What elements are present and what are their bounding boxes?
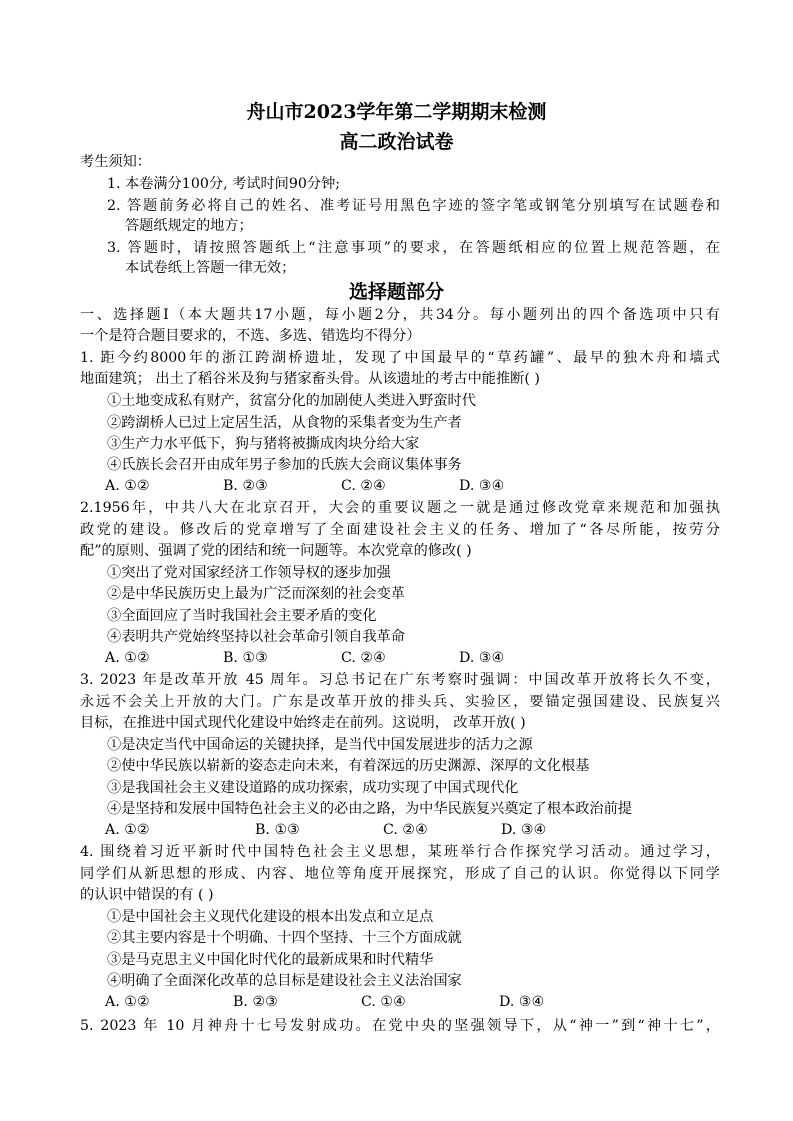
notice-item: 3. 答题时，请按照答题纸上“注意事项”的要求，在答题纸相应的位置上规范答题，在 [107, 240, 720, 256]
section-title: 选择题部分 [348, 281, 444, 303]
question-3-stem: 3. 2023 年是改革开放 45 周年。习总书记在广东考察时强调：中国改革开放将长久不变， [80, 672, 720, 688]
question-1-statement: ①土地变成私有财产，贫富分化的加剧使人类进入野蛮时代 [107, 393, 476, 409]
question-2-statement: ①突出了党对国家经济工作领导权的逐步加强 [107, 565, 391, 581]
option-a: A. ①② [105, 994, 150, 1010]
question-5-stem: 5. 2023 年 10 月神舟十七号发射成功。在党中央的坚强领导下，从“神一”到“神十七”， [80, 1018, 720, 1034]
exam-subtitle: 高二政治试卷 [339, 131, 454, 153]
question-4-statement: ②其主要内容是十个明确、十四个坚持、十三个方面成就 [107, 930, 462, 946]
question-2-options [105, 648, 745, 668]
option-a: A. ①② [105, 650, 150, 666]
option-b: B. ②③ [223, 478, 268, 494]
question-4-statement: ④明确了全面深化改革的总目标是建设社会主义法治国家 [107, 973, 462, 989]
option-d: D. ③④ [501, 822, 547, 838]
option-d: D. ③④ [459, 478, 505, 494]
option-d: D. ③④ [499, 994, 545, 1010]
question-4-stem: 同学们从新思想的形成、内容、地位等角度开展探究，形成了自己的认识。你觉得以下同学 [80, 866, 720, 882]
notice-item: 本试卷纸上答题一律无效； [125, 260, 296, 276]
question-3-statement: ④是坚持和发展中国特色社会主义的必由之路，为中华民族复兴奠定了根本政治前提 [107, 801, 632, 817]
notice-item: 1. 本卷满分100分, 考试时间90分钟; [107, 176, 341, 192]
question-1-statement: ③生产力水平低下，狗与猪将被撕成肉块分给大家 [107, 436, 420, 452]
section-intro: 一、选择题Ⅰ（本大题共17小题，每小题2分，共34分。每小题列出的四个备选项中只有 [80, 307, 720, 323]
option-c: C. ②④ [341, 478, 386, 494]
option-c: C. ①④ [361, 994, 406, 1010]
option-a: A. ①② [105, 478, 150, 494]
option-c: C. ②④ [383, 822, 428, 838]
question-2-stem: 2.1956年，中共八大在北京召开，大会的重要议题之一就是通过修改党章来规范和加强执 [80, 500, 720, 516]
notice-item: 答题纸规定的地方； [125, 218, 253, 234]
option-b: B. ①③ [255, 822, 300, 838]
question-2-statement: ④表明共产党始终坚持以社会革命引领自我革命 [107, 629, 405, 645]
question-1-options [105, 476, 745, 496]
question-1-stem: 1. 距今约8000年的浙江跨湖桥遗址，发现了中国最早的“草药罐”、最早的独木舟和墙式 [80, 350, 720, 366]
question-4-stem: 的认识中错误的有 ( ) [80, 887, 214, 903]
option-b: B. ②③ [233, 994, 278, 1010]
question-3-stem: 永远不会关上开放的大门。广东是改革开放的排头兵、实验区，要锚定强国建设、民族复兴 [80, 694, 720, 710]
question-3-statement: ③是我国社会主义建设道路的成功探索，成功实现了中国式现代化 [107, 780, 519, 796]
question-4-statement: ①是中国社会主义现代化建设的根本出发点和立足点 [107, 909, 434, 925]
question-4-options [105, 992, 745, 1012]
question-4-statement: ③是马克思主义中国化时代化的最新成果和时代精华 [107, 952, 434, 968]
section-intro: 一个是符合题目要求的，不选、多选、错选均不得分） [80, 328, 421, 344]
question-3-statement: ①是决定当代中国命运的关键抉择，是当代中国发展进步的活力之源 [107, 737, 533, 753]
exam-title: 舟山市2023学年第二学期期末检测 [246, 101, 547, 123]
question-4-stem: 4. 围绕着习近平新时代中国特色社会主义思想，某班举行合作探究学习活动。通过学习， [80, 844, 720, 860]
question-3-options [105, 820, 745, 840]
option-a: A. ①② [105, 822, 150, 838]
question-2-stem: 政党的建设。修改后的党章增写了全面建设社会主义的任务、增加了“各尽所能，按劳分 [80, 522, 720, 538]
question-2-statement: ③全面回应了当时我国社会主要矛盾的变化 [107, 608, 377, 624]
option-b: B. ①③ [223, 650, 268, 666]
question-2-stem: 配”的原则、强调了党的团结和统一问题等。本次党章的修改( ) [80, 543, 472, 559]
question-3-statement: ②使中华民族以崭新的姿态走向未来，有着深远的历史渊源、深厚的文化根基 [107, 758, 590, 774]
question-1-statement: ④氏族长会召开由成年男子参加的氏族大会商议集体事务 [107, 457, 462, 473]
notice-label: 考生须知： [80, 154, 151, 170]
question-2-statement: ②是中华民族历史上最为广泛而深刻的社会变革 [107, 586, 405, 602]
question-3-stem: 目标，在推进中国式现代化建设中始终走在前列。这说明， 改革开放( ) [80, 715, 526, 731]
notice-item: 2. 答题前务必将自己的姓名、准考证号用黑色字迹的签字笔或钢笔分别填写在试题卷和 [107, 198, 720, 214]
question-1-stem: 地面建筑； 出土了稻谷米及狗与猪家畜头骨。从该遗址的考古中能推断( ) [80, 371, 540, 387]
option-d: D. ③④ [459, 650, 505, 666]
option-c: C. ②④ [341, 650, 386, 666]
question-1-statement: ②跨湖桥人已过上定居生活，从食物的采集者变为生产者 [107, 415, 462, 431]
